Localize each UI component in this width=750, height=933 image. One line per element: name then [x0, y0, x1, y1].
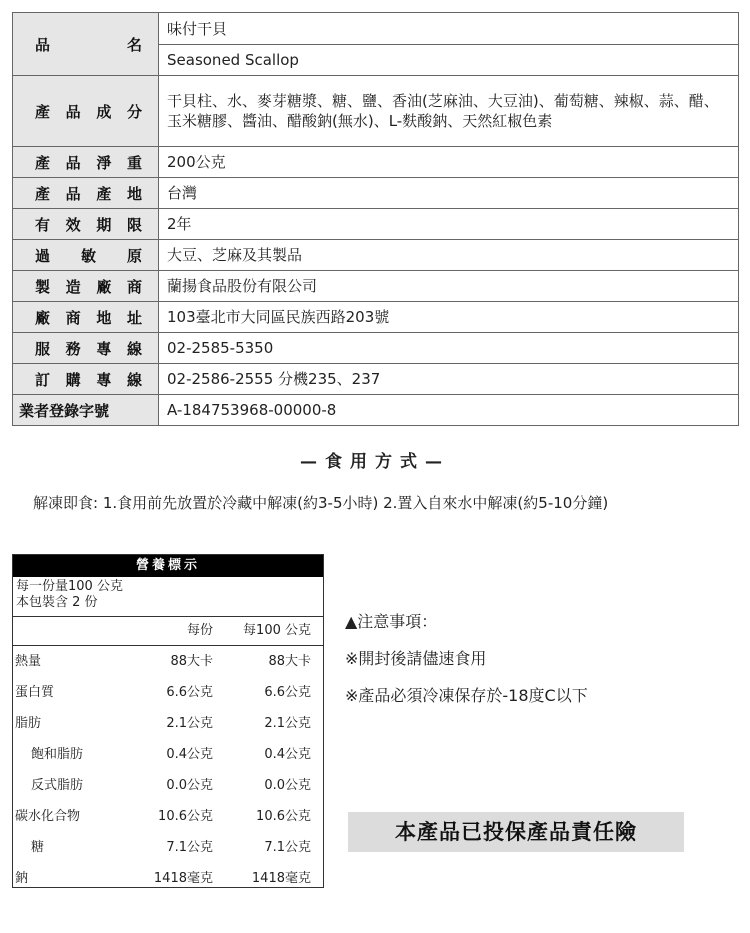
notes-section: [345, 603, 588, 714]
label-order-line: 訂 購 專 線: [13, 364, 159, 395]
nutrient-per-serving: 1418毫克: [153, 871, 213, 886]
row-order-line: [13, 364, 739, 395]
serving-info: [13, 577, 323, 617]
nutrition-row: [13, 739, 323, 770]
nutrient-per-serving: 88大卡: [170, 654, 213, 669]
nutrient-per-100g: 0.4公克: [264, 747, 311, 762]
col-per-100g: 每100 公克: [243, 623, 311, 638]
label-address: 廠 商 地 址: [13, 302, 159, 333]
nutrient-name: 糖: [31, 840, 45, 855]
net-weight-value: 200公克: [159, 147, 739, 178]
nutrient-per-serving: 6.6公克: [166, 685, 213, 700]
label-service-line: 服 務 專 線: [13, 333, 159, 364]
nutrient-per-serving: 10.6公克: [158, 809, 213, 824]
shelf-life-value: 2年: [159, 209, 739, 240]
address-value: 103臺北市大同區民族西路203號: [159, 302, 739, 333]
ingredients-value: 干貝柱、水、麥芽糖漿、糖、鹽、香油(芝麻油、大豆油)、葡萄糖、辣椒、蒜、醋、玉米糖膠、醬油、醋酸鈉(無水)、L-麩酸鈉、天然紅椒色素: [159, 76, 739, 147]
nutrition-row: [13, 770, 323, 801]
nutrient-per-serving: 7.1公克: [166, 840, 213, 855]
notes-title: ▲注意事項：: [345, 612, 438, 631]
nutrient-name: 鈉: [15, 871, 29, 886]
nutrient-per-serving: 0.4公克: [166, 747, 213, 762]
nutrient-name: 蛋白質: [15, 685, 55, 700]
label-shelf-life: 有 效 期 限: [13, 209, 159, 240]
usage-instructions: 解凍即食: 1.食用前先放置於冷藏中解凍(約3-5小時) 2.置入自來水中解凍(約5-10分鐘): [33, 494, 609, 512]
row-net-weight: [13, 147, 739, 178]
nutrient-per-100g: 6.6公克: [264, 685, 311, 700]
service-line-value: 02-2585-5350: [159, 333, 739, 364]
row-ingredients: [13, 76, 739, 147]
serving-size: 每一份量100 公克: [16, 579, 123, 594]
nutrition-facts-box: [12, 554, 324, 888]
label-ingredients: 產 品 成 分: [13, 76, 159, 147]
row-address: [13, 302, 739, 333]
nutrient-per-100g: 0.0公克: [264, 778, 311, 793]
label-manufacturer: 製 造 廠 商: [13, 271, 159, 302]
nutrition-rows: [13, 646, 323, 894]
row-origin: [13, 178, 739, 209]
product-info-table: [12, 12, 739, 426]
row-allergen: [13, 240, 739, 271]
nutrient-per-serving: 0.0公克: [166, 778, 213, 793]
origin-value: 台灣: [159, 178, 739, 209]
manufacturer-value: 蘭揚食品股份有限公司: [159, 271, 739, 302]
nutrient-name: 脂肪: [15, 716, 42, 731]
insurance-banner: 本產品已投保產品責任險: [348, 812, 684, 852]
servings-per-package: 本包裝含 2 份: [16, 595, 98, 610]
nutrient-per-100g: 88大卡: [268, 654, 311, 669]
nutrition-row: [13, 863, 323, 894]
row-manufacturer: [13, 271, 739, 302]
nutrient-name: 反式脂肪: [31, 778, 84, 793]
nutrition-row: [13, 677, 323, 708]
label-allergen: 過 敏 原: [13, 240, 159, 271]
usage-title: —食用方式—: [300, 452, 450, 472]
product-name-en: Seasoned Scallop: [159, 44, 738, 75]
col-per-serving: 每份: [186, 623, 213, 638]
row-service-line: [13, 333, 739, 364]
label-origin: 產 品 產 地: [13, 178, 159, 209]
allergen-value: 大豆、芝麻及其製品: [159, 240, 739, 271]
label-registration: 業者登錄字號: [13, 395, 159, 426]
note-item: ※開封後請儘速食用: [345, 649, 487, 668]
nutrient-per-100g: 1418毫克: [251, 871, 311, 886]
nutrient-per-100g: 2.1公克: [264, 716, 311, 731]
nutrient-per-100g: 10.6公克: [256, 809, 311, 824]
product-name-zh: 味付干貝: [167, 19, 228, 38]
row-registration: [13, 395, 739, 426]
row-product-name: [13, 13, 739, 76]
nutrition-row: [13, 832, 323, 863]
nutrient-name: 碳水化合物: [15, 809, 81, 824]
label-net-weight: 產 品 淨 重: [13, 147, 159, 178]
nutrition-row: [13, 646, 323, 677]
nutrient-per-serving: 2.1公克: [166, 716, 213, 731]
nutrient-name: 飽和脂肪: [31, 747, 84, 762]
row-shelf-life: [13, 209, 739, 240]
nutrition-column-headers: [13, 617, 323, 646]
nutrition-title: 營養標示: [13, 555, 323, 577]
order-line-value: 02-2586-2555 分機235、237: [159, 364, 739, 395]
nutrient-per-100g: 7.1公克: [264, 840, 311, 855]
label-product-name: 品 名: [13, 13, 159, 76]
nutrient-name: 熱量: [15, 654, 42, 669]
registration-value: A-184753968-00000-8: [159, 395, 739, 426]
nutrition-row: [13, 708, 323, 739]
nutrition-row: [13, 801, 323, 832]
note-item: ※產品必須冷凍保存於-18度C以下: [345, 686, 588, 705]
